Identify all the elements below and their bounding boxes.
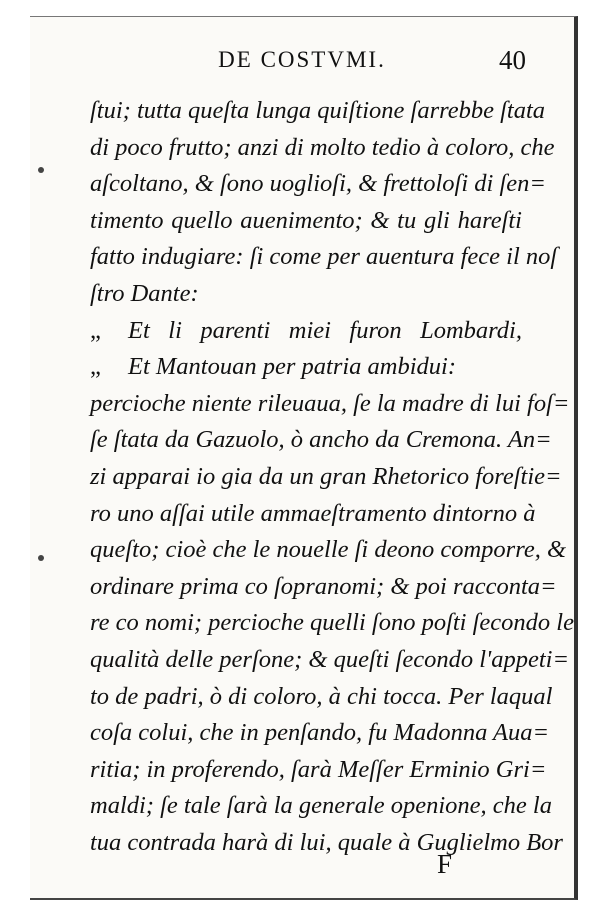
line-text: ordinare prima co ſopranomi; & poi racconta= [90,572,557,600]
text-line [90,130,555,167]
text-line [90,788,552,825]
line-text: coſa colui, che in penſando, fu Madonna Aua= [90,719,550,747]
text-line [90,386,570,423]
line-text: queſto; cioè che le nouelle ſi deono comporre, & [90,536,567,564]
line-text: ſe ſtata da Gazuolo, ò ancho da Cremona. An= [90,426,552,454]
text-line [90,203,522,240]
text-line [90,679,553,716]
text-line [90,825,563,862]
text-line [90,239,558,276]
text-line [90,422,552,459]
text-line [90,276,522,313]
line-text: percioche niente rileuaua, ſe la madre di lui foſ= [90,389,570,417]
quotation-mark: „ [90,316,101,344]
line-text: timento quello auenimento; & tu gli hareſti [90,206,522,234]
line-text: ritia; in proferendo, ſarà Meſſer Erminio Gri= [90,755,547,783]
running-head: DE COSTVMI. [218,47,386,72]
text-line [90,459,562,496]
text-line [90,496,536,533]
text-line [90,349,522,386]
text-line [90,715,550,752]
line-text: zi apparai io gia da un gran Rhetorico foreſtie= [90,462,562,490]
body-text [90,93,574,861]
text-line [90,93,546,130]
text-line [90,313,522,350]
text-line [90,605,574,642]
signature-mark: F [437,849,453,879]
line-text: qualità delle perſone; & queſti ſecondo l'appeti= [90,645,570,673]
text-line [90,642,570,679]
line-text: Et Mantouan per patria ambidui: [128,353,457,381]
text-line [90,569,557,606]
line-text: ſtro Dante: [90,279,199,307]
line-text: ſtui; tutta queſta lunga quiſtione ſarrebbe ſtata [90,97,546,124]
line-text: tua contrada harà di lui, quale à Guglielmo Bor [90,828,563,856]
line-text: di poco frutto; anzi di molto tedio à coloro, che [90,133,555,161]
line-text: maldi; ſe tale ſarà la generale openione, che la [90,792,552,820]
line-text: fatto indugiare: ſi come per auentura fece il noſ [90,243,558,271]
quotation-mark: „ [90,353,101,381]
text-line [90,752,547,789]
text-line [90,166,546,203]
book-page [30,16,578,900]
line-text: aſcoltano, & ſono uoglioſi, & frettoloſi di ſen= [90,170,546,198]
page-number: 40 [499,45,526,75]
line-text: re co nomi; percioche quelli ſono poſti ſecondo le [90,609,574,637]
margin-dot [38,167,44,173]
line-text: ro uno aſſai utile ammaeſtramento dintorno à [90,499,536,527]
line-text: to de padri, ò di coloro, à chi tocca. Per laqual [90,682,553,710]
margin-dot [38,555,44,561]
line-text: Et li parenti miei furon Lombardi, [128,316,522,344]
text-line [90,532,567,569]
